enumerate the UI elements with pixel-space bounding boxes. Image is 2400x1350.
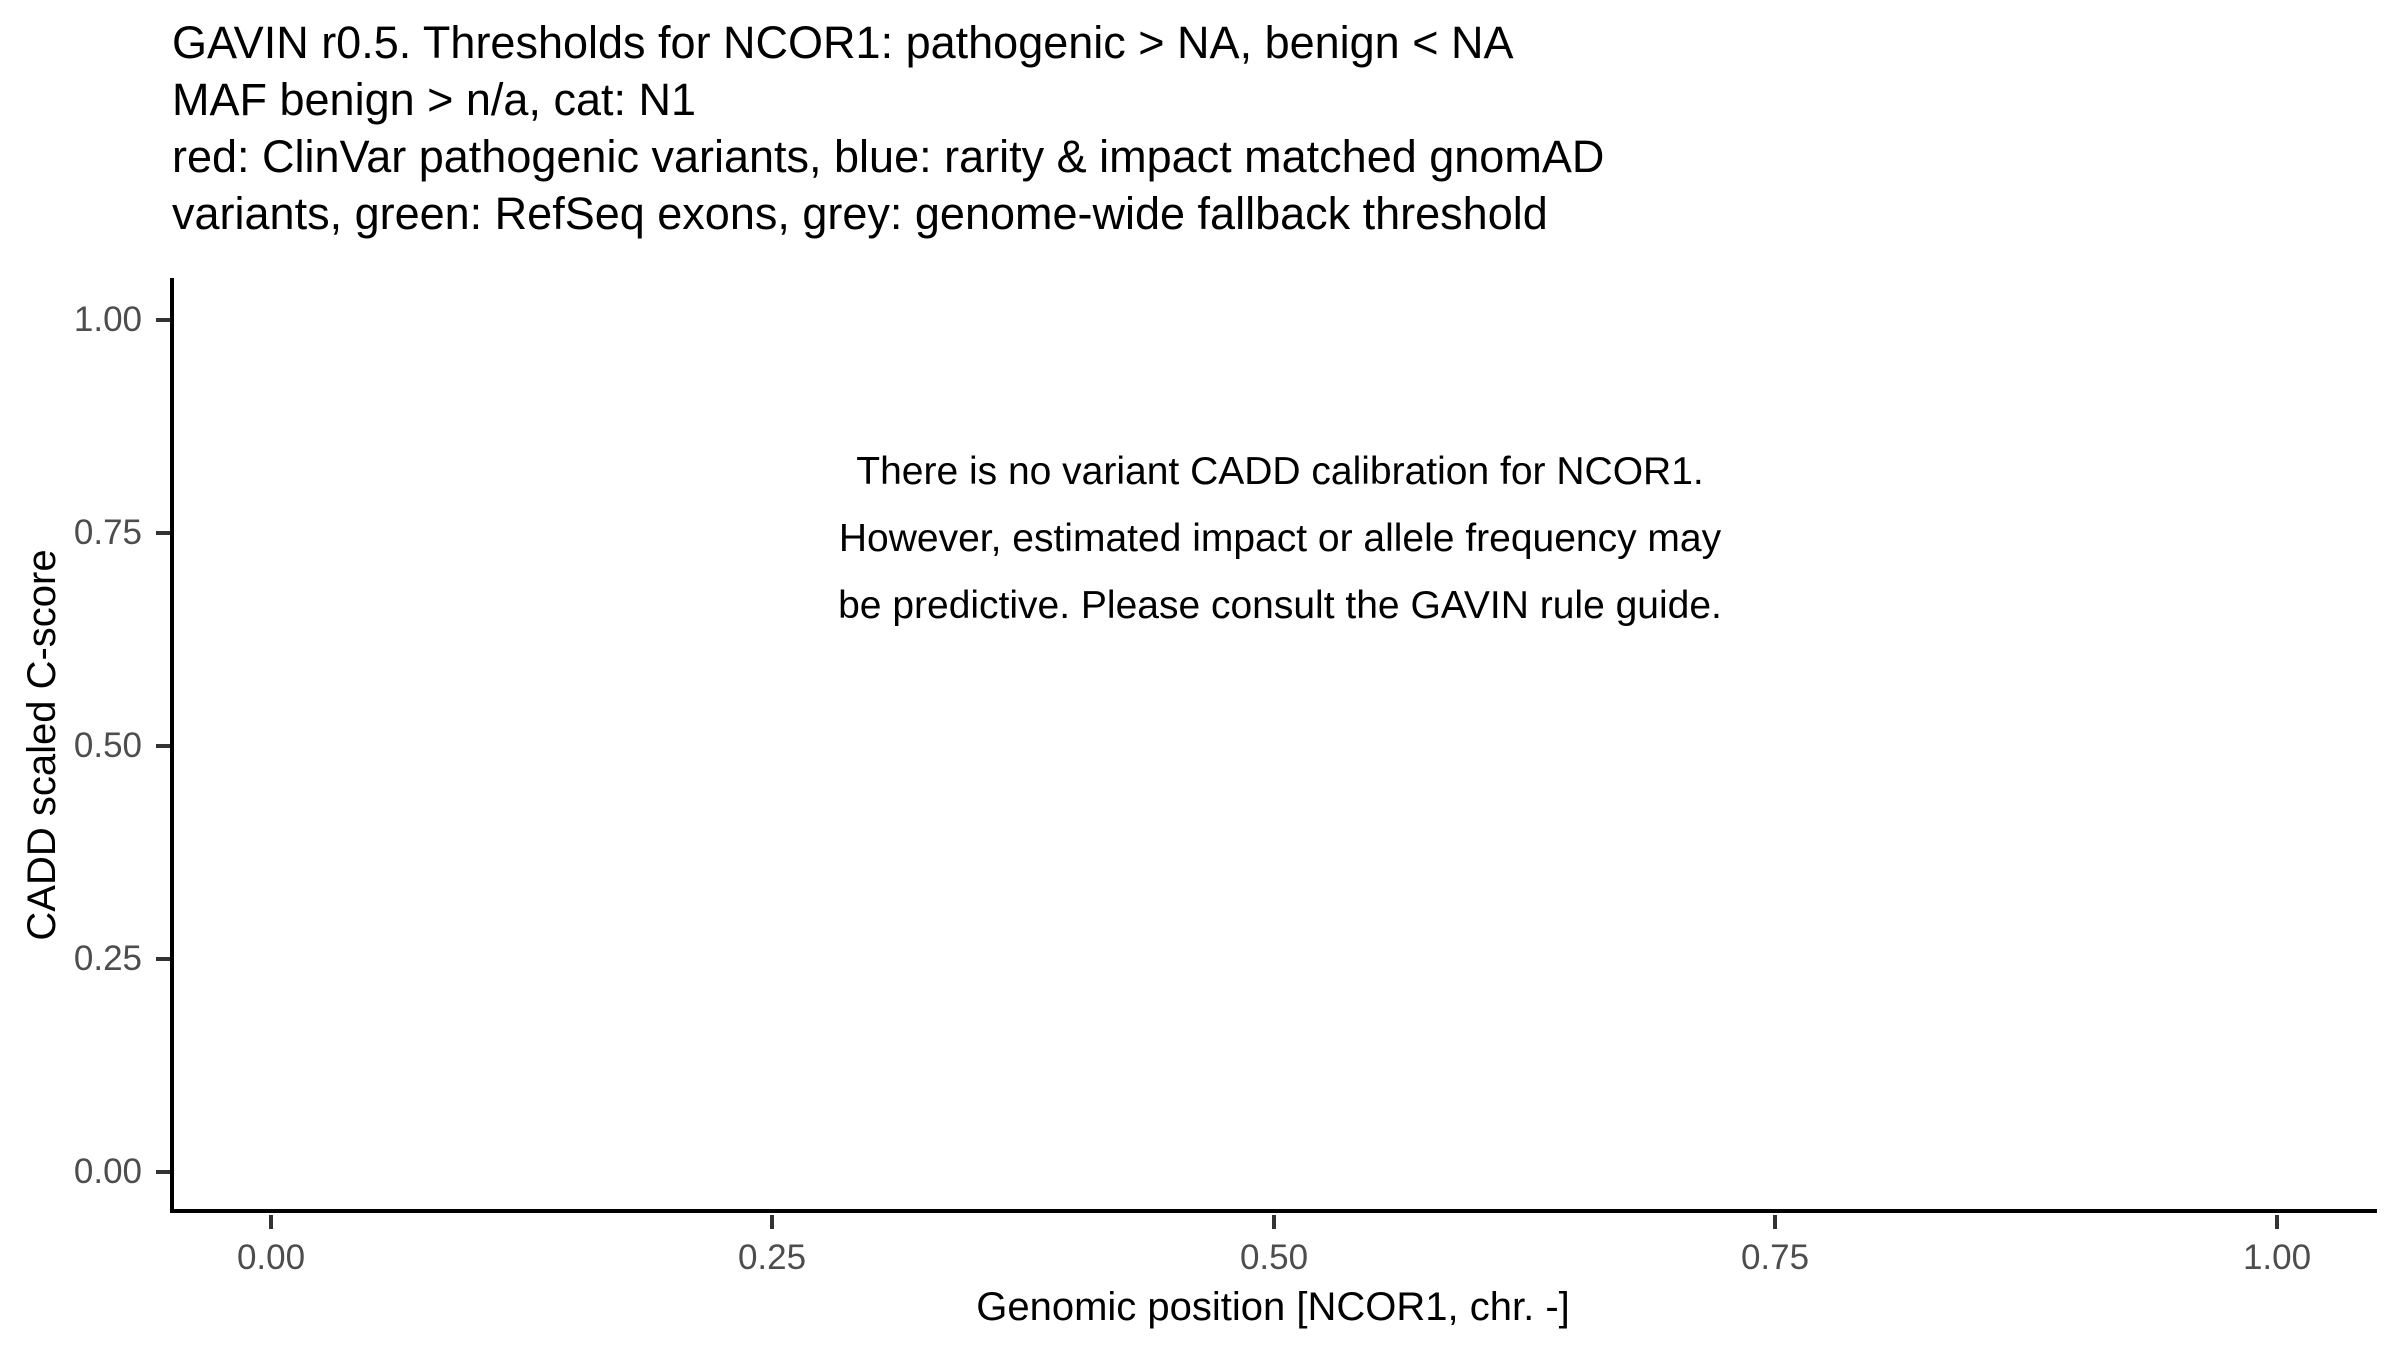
x-tick-mark-1.00 [2275, 1215, 2279, 1229]
y-tick-label: 0.25 [73, 939, 142, 978]
y-tick-label: 0.75 [73, 513, 142, 552]
plot-title-line-4: variants, green: RefSeq exons, grey: genome-wide fallback threshold [172, 188, 1548, 239]
x-tick-mark-0.75 [1773, 1215, 1777, 1229]
x-tick-mark-0.50 [1272, 1215, 1276, 1229]
x-tick-label: 0.50 [1239, 1238, 1309, 1277]
no-calibration-message-line-3: be predictive. Please consult the GAVIN rule guide. [838, 584, 1722, 627]
x-tick-label: 0.25 [737, 1238, 807, 1277]
plot-title-line-2: MAF benign > n/a, cat: N1 [172, 74, 697, 125]
x-tick-mark-0.25 [770, 1215, 774, 1229]
x-tick-label: 1.00 [2242, 1238, 2312, 1277]
plot-panel [170, 278, 2377, 1213]
no-calibration-message [430, 438, 2130, 639]
y-tick-mark-1.00 [156, 318, 170, 322]
y-tick-label: 1.00 [73, 300, 142, 339]
x-tick-mark-0.00 [269, 1215, 273, 1229]
y-tick-mark-0.50 [156, 744, 170, 748]
y-tick-label: 0.00 [73, 1152, 142, 1191]
y-axis-title: CADD scaled C-score [20, 549, 64, 941]
plot-title-line-3: red: ClinVar pathogenic variants, blue: rarity & impact matched gnomAD [172, 131, 1605, 182]
x-tick-label: 0.75 [1740, 1238, 1810, 1277]
plot-title-line-1: GAVIN r0.5. Thresholds for NCOR1: pathogenic > NA, benign < NA [172, 17, 1514, 68]
plot-title [172, 14, 1604, 242]
x-axis-title: Genomic position [NCOR1, chr. -] [976, 1285, 1570, 1329]
no-calibration-message-line-1: There is no variant CADD calibration for NCOR1. [856, 450, 1704, 493]
y-tick-mark-0.25 [156, 957, 170, 961]
no-calibration-message-line-2: However, estimated impact or allele frequency may [838, 517, 1722, 560]
x-tick-label: 0.00 [236, 1238, 306, 1277]
y-tick-mark-0.00 [156, 1170, 170, 1174]
y-tick-label: 0.50 [73, 726, 142, 765]
y-tick-mark-0.75 [156, 531, 170, 535]
